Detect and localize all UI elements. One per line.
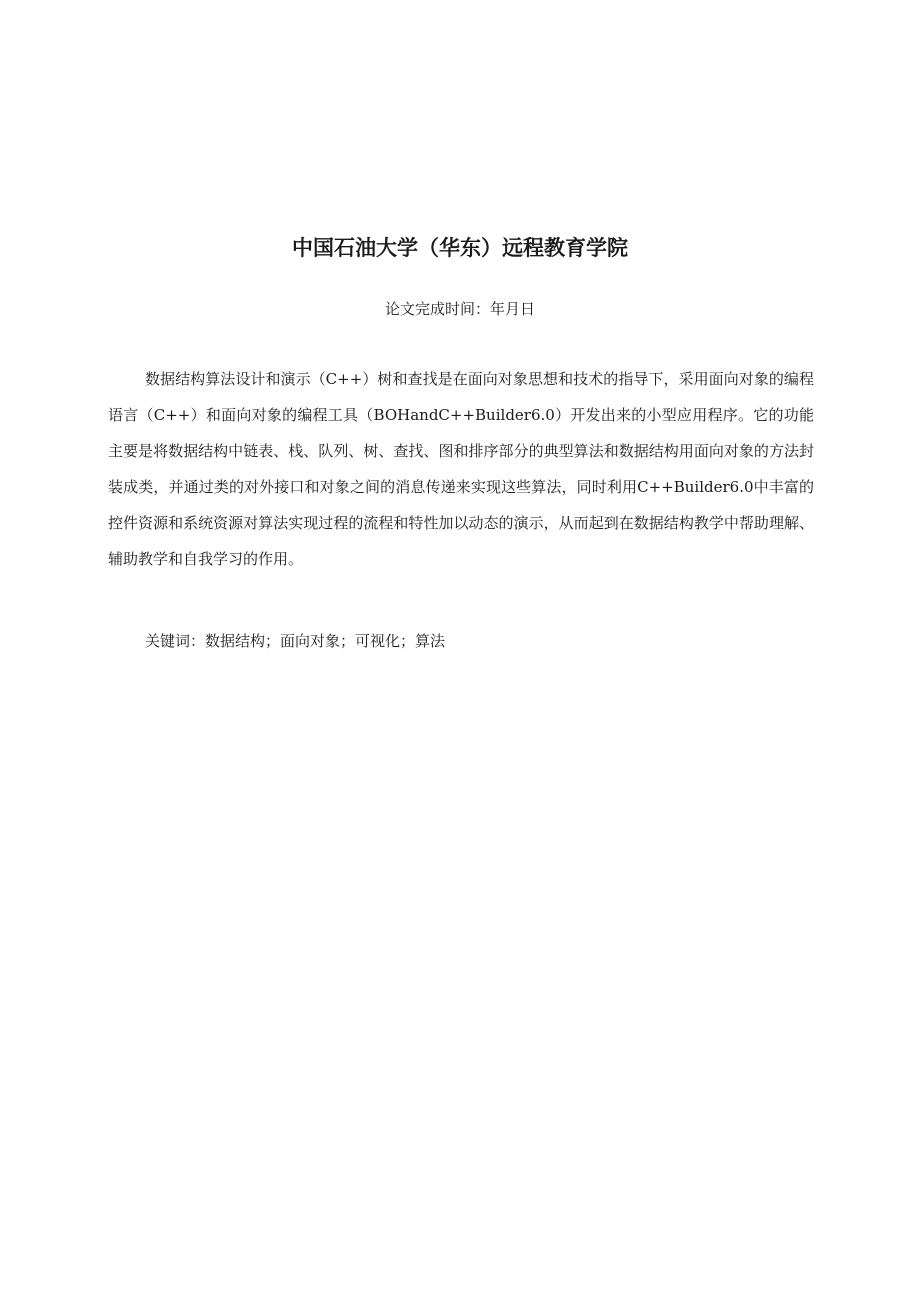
completion-date-line: 论文完成时间：年月日 [384, 300, 535, 318]
keywords-line: 关键词：数据结构；面向对象；可视化；算法 [145, 632, 446, 650]
abstract-paragraph: 数据结构算法设计和演示（C++）树和查找是在面向对象思想和技术的指导下，采用面向对象的编程语言（C++）和面向对象的编程工具（BOHandC++Builder6.0）开发出来的小型应用程序。它的功能主要是将数据结构中链表、栈、队列、树、查找、图和排序部分的典型算法和数据结构用面向对象的方法封装成类，并通过类的对外接口和对象之间的消息传递来实现这些算法，同时利用C++Builder6.0中丰富的控件资源和系统资源对算法实现过程的流程和特性加以动态的演示，从而起到在数据结构教学中帮助理解、辅助教学和自我学习的作用。 [108, 370, 814, 568]
document-title: 中国石油大学（华东）远程教育学院 [292, 236, 628, 260]
